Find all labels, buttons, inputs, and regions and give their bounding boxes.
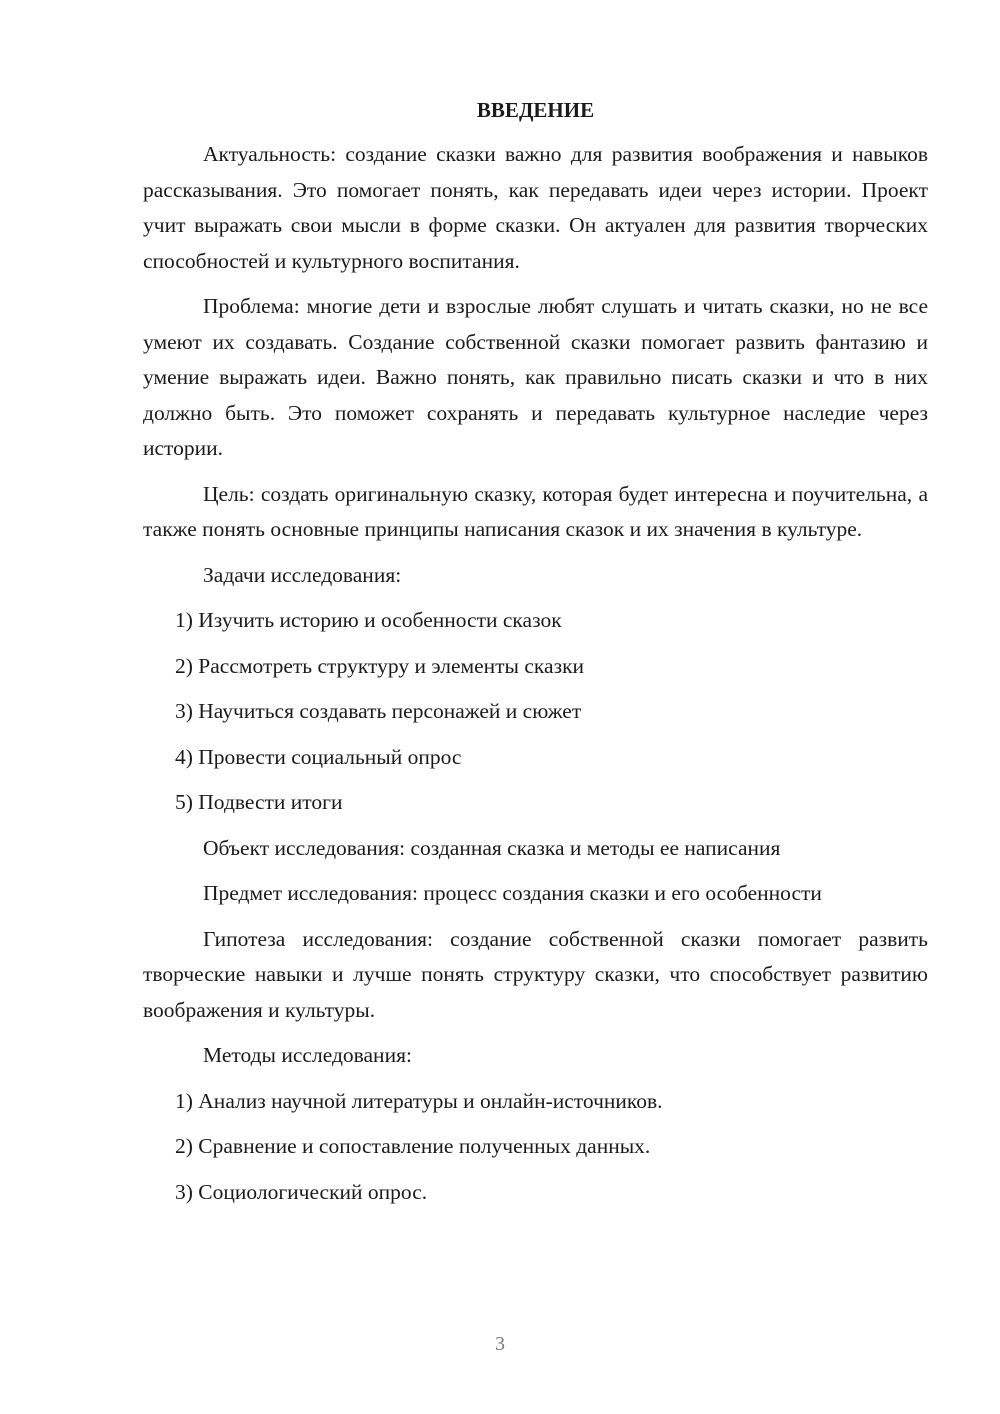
methods-list: [143, 1084, 928, 1211]
list-item: 2) Рассмотреть структуру и элементы сказки: [175, 653, 585, 678]
object-line: Объект исследования: созданная сказка и методы ее написания: [203, 835, 781, 860]
list-item: 1) Изучить историю и особенности сказок: [175, 608, 562, 632]
document-page: [143, 95, 928, 1220]
problem-paragraph: Проблема: многие дети и взрослые любят слушать и читать сказки, но не все умеют их создавать. Создание собственной сказки помогает развить фантазию и умение выражать идеи. Важно понять, как правильно писать сказки и что в них должно быть. Это поможет сохранять и передавать культурное наследие через истории.: [143, 294, 928, 460]
subject-line: Предмет исследования: процесс создания сказки и его особенности: [203, 881, 822, 905]
hypothesis-paragraph: Гипотеза исследования: создание собственной сказки помогает развить творческие навыки и лучше понять структуру сказки, что способствует развитию воображения и культуры.: [143, 926, 928, 1022]
goal-paragraph: Цель: создать оригинальную сказку, которая будет интересна и поучительна, а также понять основные принципы написания сказок и их значения в культуре.: [143, 481, 928, 541]
page-title: ВВЕДЕНИЕ: [476, 98, 595, 122]
list-item: 1) Анализ научной литературы и онлайн-источников.: [175, 1088, 663, 1113]
tasks-list: [143, 603, 928, 821]
relevance-paragraph: Актуальность: создание сказки важно для развития воображения и навыков рассказывания. Это помогает понять, как передавать идеи через истории. Проект учит выражать свои мысли в форме сказки. Он актуален для развития творческих способностей и культурного воспитания.: [143, 142, 928, 273]
list-item: 4) Провести социальный опрос: [175, 744, 462, 769]
page-number: 3: [495, 1333, 505, 1355]
list-item: 3) Социологический опрос.: [175, 1179, 428, 1204]
list-item: 2) Сравнение и сопоставление полученных данных.: [175, 1134, 651, 1158]
list-item: 3) Научиться создавать персонажей и сюжет: [175, 699, 582, 723]
methods-heading: Методы исследования:: [203, 1043, 412, 1067]
list-item: 5) Подвести итоги: [175, 790, 343, 814]
tasks-heading: Задачи исследования:: [203, 562, 402, 587]
